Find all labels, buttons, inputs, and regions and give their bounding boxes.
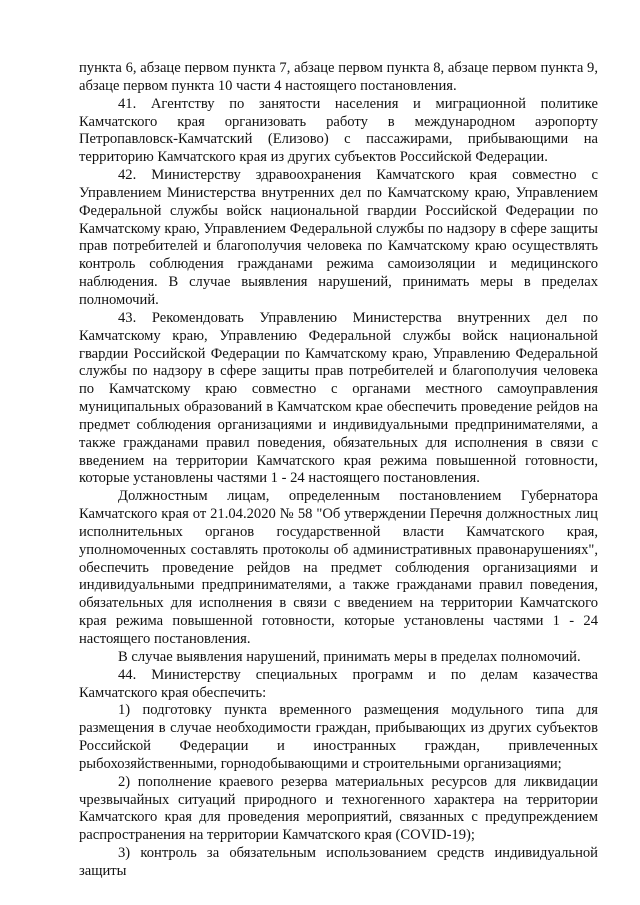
paragraph-44-item-3: 3) контроль за обязательным использованием средств индивидуальной защиты [79,845,598,879]
paragraph-43-officials: Должностным лицам, определенным постановлением Губернатора Камчатского края от 21.04.2020 № 58 "Об утверждении Перечня должностных лиц исполнительных органов государственной власти Камчатского края, уполномоченных составлять протоколы об административных правонарушениях", обеспечить проведение рейдов на предмет соблюдения организациями и индивидуальными предпринимателями, а также гражданами правил поведения, обязательных для исполнения в связи с введением на территории Камчатского края режима повышенной готовности, которые установлены частями 1 - 24 настоящего постановления. [79,488,598,647]
paragraph-continuation: пункта 6, абзаце первом пункта 7, абзаце первом пункта 8, абзаце первом пункта 9, абзаце первом пункта 10 части 4 настоящего постановления. [79,60,598,94]
document-body [79,60,598,879]
paragraph-43: 43. Рекомендовать Управлению Министерства внутренних дел по Камчатскому краю, Управлению Федеральной службы войск национальной гвардии Российской Федерации по Камчатскому краю, Управлению Федеральной службы по надзору в сфере защиты прав потребителей и благополучия человека по Камчатскому краю совместно с органами местного самоуправления муниципальных образований в Камчатском крае обеспечить проведение рейдов на предмет соблюдения организациями и индивидуальными предпринимателями, а также гражданами правил поведения, обязательных для исполнения в связи с введением на территории Камчатского края режима повышенной готовности, которые установлены частями 1 - 24 настоящего постановления. [79,309,598,487]
paragraph-44-item-1: 1) подготовку пункта временного размещения модульного типа для размещения в случае необходимости граждан, прибывающих из других субъектов Российской Федерации и иностранных граждан, привлеченных рыбохозяйственными, горнодобывающими и строительными организациями; [79,702,598,772]
paragraph-43-violations: В случае выявления нарушений, принимать меры в пределах полномочий. [118,648,581,665]
paragraph-42: 42. Министерству здравоохранения Камчатского края совместно с Управлением Министерства внутренних дел по Камчатскому краю, Управлением Федеральной службы войск национальной гвардии Российской Федерации по Камчатскому краю, Управлением Федеральной службы по надзору в сфере защиты прав потребителей и благополучия человека по Камчатскому краю осуществлять контроль соблюдения гражданами режима самоизоляции и медицинского наблюдения. В случае выявления нарушений, принимать меры в пределах полномочий. [79,167,598,308]
paragraph-44: 44. Министерству специальных программ и по делам казачества Камчатского края обеспечить: [79,666,598,701]
paragraph-44-item-2: 2) пополнение краевого резерва материальных ресурсов для ликвидации чрезвычайных ситуаций природного и техногенного характера на территории Камчатского края для проведения мероприятий, связанных с предупреждением распространения на территории Камчатского края (COVID-19); [79,773,598,844]
paragraph-41: 41. Агентству по занятости населения и миграционной политике Камчатского края организовать работу в международном аэропорту Петропавловск-Камчатский (Елизово) с пассажирами, прибывающими на территорию Камчатского края из других субъектов Российской Федерации. [79,95,598,166]
